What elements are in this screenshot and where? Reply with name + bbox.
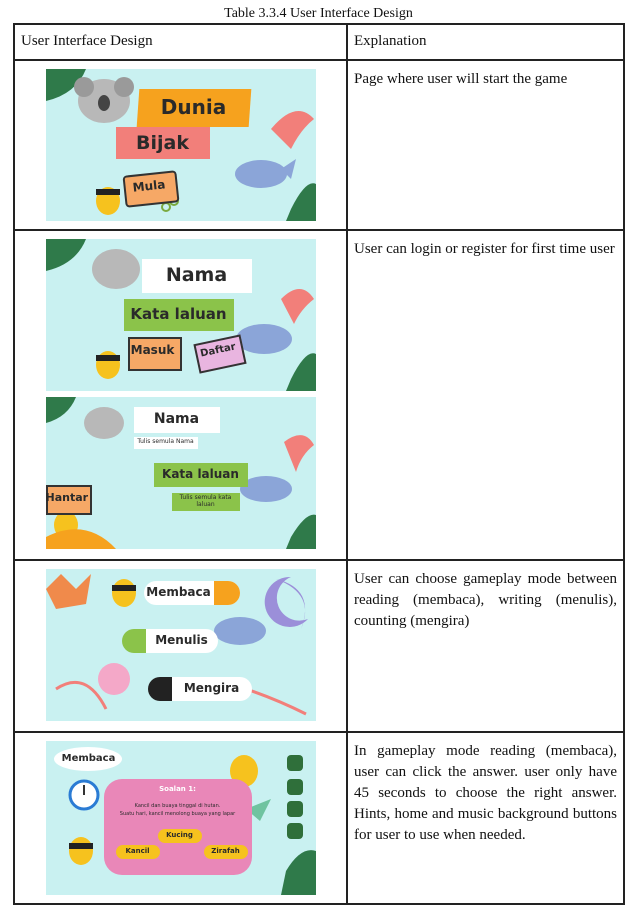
home-button[interactable]: [287, 779, 303, 795]
password-field-label: Kata laluan: [162, 467, 239, 481]
explanation-cell: User can login or register for first time user: [347, 230, 624, 560]
explanation-cell: In gameplay mode reading (membaca), user can click the answer. user only have 45 seconds to choose the right answer. Hints, home and music background buttons for user to use when needed.: [347, 732, 624, 904]
answer-label-1: Kucing: [166, 831, 193, 839]
explanation-cell: Page where user will start the game: [347, 60, 624, 230]
password-field-label: Kata laluan: [130, 305, 227, 323]
explanation-cell: User can choose gameplay mode between reading (membaca), writing (menulis), counting (mengira): [347, 560, 624, 732]
answer-label-3: Zirafah: [211, 847, 240, 855]
ui-cell: [14, 560, 347, 732]
name-field-label: Nama: [165, 264, 228, 286]
table-caption: Table 3.3.4 User Interface Design: [224, 6, 413, 21]
header-explanation: Explanation: [347, 24, 624, 60]
ui-cell: [14, 732, 347, 904]
table-row: [14, 60, 624, 230]
question-line-2: Suatu hari, kancil menolong buaya yang lapar: [119, 811, 236, 817]
header-ui-design: User Interface Design: [14, 24, 347, 60]
login-button-label: Masuk: [130, 343, 175, 357]
mode-screen-image: [46, 569, 316, 721]
ui-cell: [14, 60, 347, 230]
register-button-label: Daftar: [198, 341, 237, 360]
password-hint: Tulis semula kata laluan: [179, 494, 232, 508]
reading-mode-tab: [214, 581, 240, 605]
hint-button[interactable]: [287, 755, 303, 771]
question-board: [104, 779, 252, 875]
start-button-label: Mula: [131, 177, 166, 195]
start-screen-image: [46, 69, 316, 221]
table-row: [14, 230, 624, 560]
ui-cell: [14, 230, 347, 560]
table-row: [14, 560, 624, 732]
menu-button[interactable]: [287, 823, 303, 839]
writing-mode-label: Menulis: [155, 633, 208, 647]
game-title-word1: Dunia: [160, 95, 227, 119]
ui-design-table: [13, 23, 625, 905]
table-header-row: [14, 24, 624, 60]
music-button[interactable]: [287, 801, 303, 817]
game-mode-title: Membaca: [61, 753, 116, 764]
login-screen-image: [46, 239, 316, 391]
answer-label-2: Kancil: [125, 847, 150, 855]
table-row: [14, 732, 624, 904]
name-field-label: Nama: [153, 411, 200, 427]
register-screen-image: [46, 397, 316, 549]
question-label: Soalan 1:: [159, 785, 196, 793]
name-hint: Tulis semula Nama: [137, 438, 194, 445]
send-button-label: Hantar: [45, 491, 89, 504]
question-line-1: Kancil dan buaya tinggal di hutan.: [134, 803, 221, 809]
gameplay-screen-image: [46, 741, 316, 895]
game-title-word2: Bijak: [136, 132, 189, 154]
counting-mode-tab: [148, 677, 172, 701]
counting-mode-label: Mengira: [183, 681, 240, 695]
writing-mode-tab: [122, 629, 146, 653]
reading-mode-label: Membaca: [146, 585, 211, 599]
